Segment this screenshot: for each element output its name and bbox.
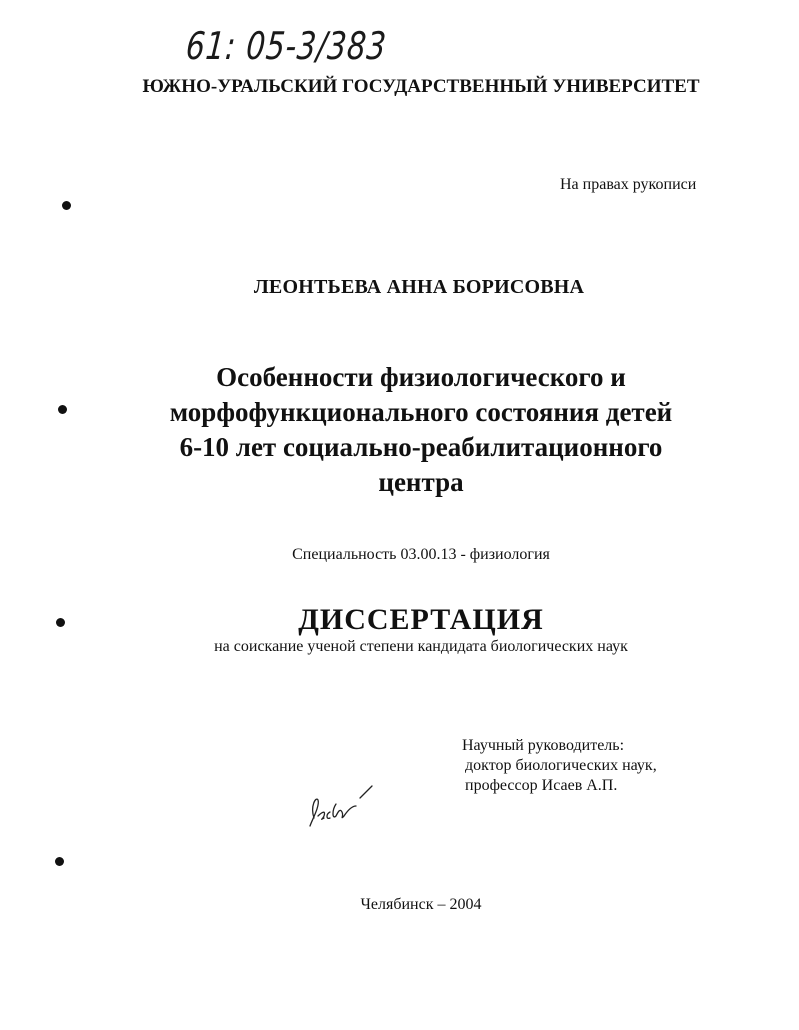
binding-hole-dot xyxy=(62,201,71,210)
supervisor-name: профессор Исаев А.П. xyxy=(465,777,618,794)
title-line: 6-10 лет социально-реабилитационного xyxy=(179,432,663,462)
title-line: морфофункционального состояния детей xyxy=(169,397,673,427)
binding-hole-dot xyxy=(55,857,64,866)
specialty-line: Специальность 03.00.13 - физиология xyxy=(292,546,550,563)
degree-line: на соискание ученой степени кандидата биологических наук xyxy=(214,638,628,655)
author-name: ЛЕОНТЬЕВА АННА БОРИСОВНА xyxy=(253,276,585,298)
manuscript-rights-note: На правах рукописи xyxy=(560,176,697,193)
city-year: Челябинск – 2004 xyxy=(360,896,482,913)
dissertation-title xyxy=(0,360,799,500)
supervisor-label: Научный руководитель: xyxy=(462,737,625,754)
university-name: ЮЖНО-УРАЛЬСКИЙ ГОСУДАРСТВЕННЫЙ УНИВЕРСИТЕТ xyxy=(142,76,700,97)
supervisor-degree: доктор биологических наук, xyxy=(465,757,657,774)
author-signature xyxy=(300,776,380,832)
document-type-heading: ДИССЕРТАЦИЯ xyxy=(298,603,544,636)
title-line: центра xyxy=(378,467,464,497)
archive-number-handwritten: 61: 05-3/383 xyxy=(184,24,389,68)
title-line: Особенности физиологического и xyxy=(216,362,626,392)
supervisor-block xyxy=(462,736,657,796)
